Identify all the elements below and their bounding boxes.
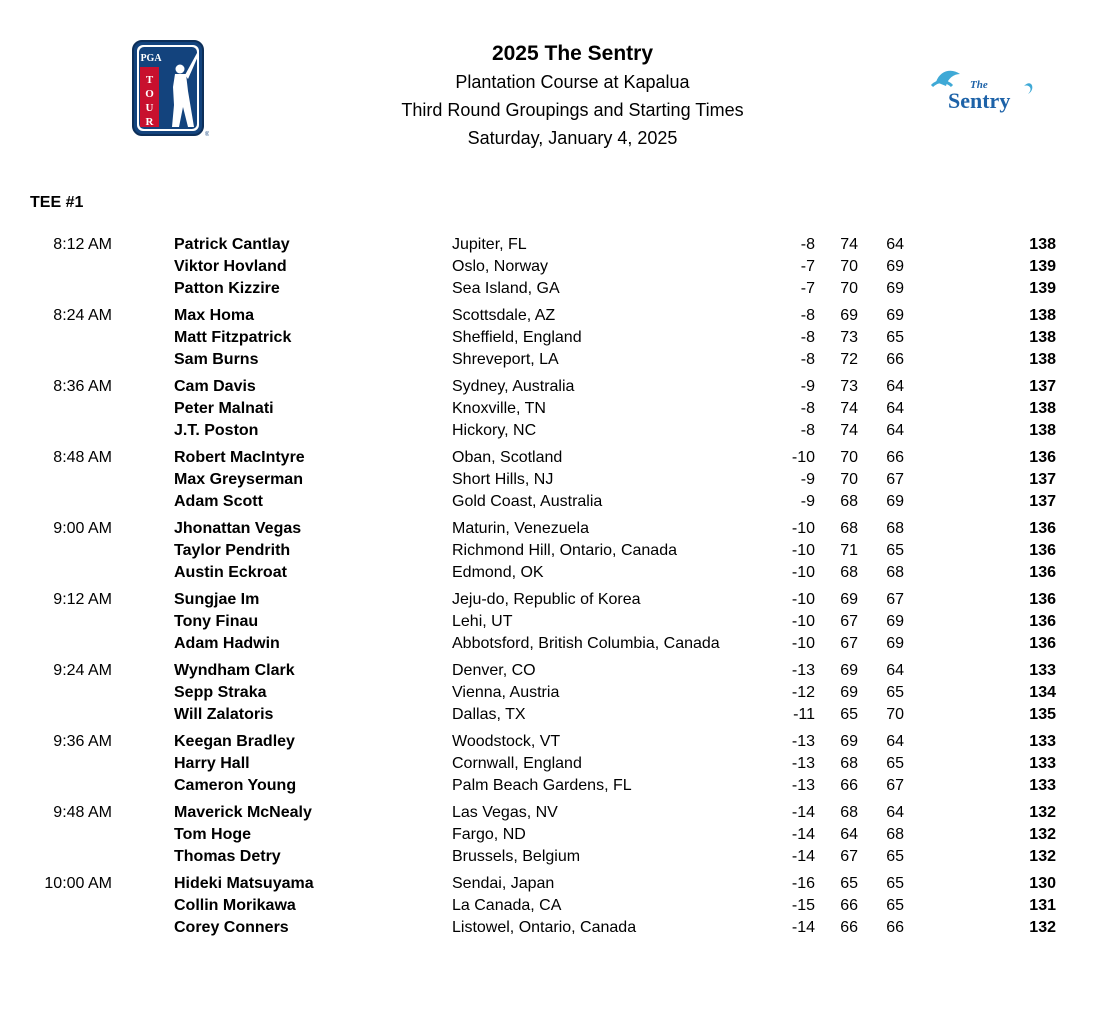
score-to-par: -13 xyxy=(791,662,815,679)
player-row xyxy=(0,398,1093,420)
player-name: Thomas Detry xyxy=(174,848,281,865)
player-name: Wyndham Clark xyxy=(174,662,295,679)
tee-time: 9:00 AM xyxy=(53,520,112,537)
player-location: Dallas, TX xyxy=(452,706,526,723)
round-2-score: 69 xyxy=(886,493,904,510)
round-1-score: 69 xyxy=(840,662,858,679)
total-score: 134 xyxy=(1029,684,1056,701)
round-1-score: 69 xyxy=(840,733,858,750)
score-to-par: -13 xyxy=(791,755,815,772)
pga-logo-text-top: PGA xyxy=(140,53,162,64)
score-to-par: -16 xyxy=(791,875,815,892)
player-location: Denver, CO xyxy=(452,662,536,679)
round-1-score: 67 xyxy=(840,613,858,630)
round-2-score: 64 xyxy=(886,662,904,679)
tee-time-group xyxy=(0,518,1093,584)
score-to-par: -13 xyxy=(791,777,815,794)
player-name: Collin Morikawa xyxy=(174,897,296,914)
round-2-score: 68 xyxy=(886,520,904,537)
score-to-par: -10 xyxy=(791,564,815,581)
player-row xyxy=(0,376,1093,398)
player-row xyxy=(0,469,1093,491)
total-score: 132 xyxy=(1029,826,1056,843)
player-location: Las Vegas, NV xyxy=(452,804,558,821)
tee-time: 8:48 AM xyxy=(53,449,112,466)
round-1-score: 72 xyxy=(840,351,858,368)
pga-logo-letter: U xyxy=(145,102,154,114)
tee-time: 9:48 AM xyxy=(53,804,112,821)
total-score: 139 xyxy=(1029,280,1056,297)
player-name: Adam Hadwin xyxy=(174,635,280,652)
player-row xyxy=(0,611,1093,633)
player-location: Gold Coast, Australia xyxy=(452,493,603,510)
total-score: 137 xyxy=(1029,493,1056,510)
player-name: Viktor Hovland xyxy=(174,258,287,275)
player-row xyxy=(0,327,1093,349)
score-to-par: -8 xyxy=(800,236,815,253)
total-score: 133 xyxy=(1029,662,1056,679)
tee-time: 8:24 AM xyxy=(53,307,112,324)
player-location: Oslo, Norway xyxy=(452,258,549,275)
round-1-score: 67 xyxy=(840,848,858,865)
round-1-score: 65 xyxy=(840,875,858,892)
round-1-score: 65 xyxy=(840,706,858,723)
score-to-par: -10 xyxy=(791,449,815,466)
round-1-score: 71 xyxy=(840,542,858,559)
player-row xyxy=(0,562,1093,584)
tee-time-group xyxy=(0,802,1093,868)
player-row xyxy=(0,420,1093,442)
score-to-par: -8 xyxy=(800,351,815,368)
score-to-par: -7 xyxy=(800,258,815,275)
tee-time-group xyxy=(0,660,1093,726)
score-to-par: -10 xyxy=(791,520,815,537)
player-name: Robert MacIntyre xyxy=(174,449,305,466)
tee-time-group xyxy=(0,589,1093,655)
round-1-score: 69 xyxy=(840,684,858,701)
score-to-par: -14 xyxy=(791,804,815,821)
player-name: Taylor Pendrith xyxy=(174,542,291,559)
player-location: Fargo, ND xyxy=(452,826,526,843)
total-score: 138 xyxy=(1029,307,1056,324)
total-score: 136 xyxy=(1029,613,1056,630)
round-1-score: 66 xyxy=(840,897,858,914)
tee-time: 9:12 AM xyxy=(53,591,112,608)
round-2-score: 69 xyxy=(886,258,904,275)
round-2-score: 64 xyxy=(886,422,904,439)
score-to-par: -11 xyxy=(793,706,815,723)
score-to-par: -9 xyxy=(800,471,815,488)
player-name: Tony Finau xyxy=(174,613,259,630)
player-row xyxy=(0,540,1093,562)
player-location: Sheffield, England xyxy=(452,329,582,346)
player-row xyxy=(0,846,1093,868)
round-1-score: 74 xyxy=(840,422,858,439)
total-score: 135 xyxy=(1029,706,1056,723)
player-row xyxy=(0,633,1093,655)
score-to-par: -13 xyxy=(791,733,815,750)
player-name: Sepp Straka xyxy=(174,684,267,701)
swirl-icon xyxy=(1024,83,1032,94)
round-1-score: 70 xyxy=(840,471,858,488)
player-name: Will Zalatoris xyxy=(174,706,274,723)
round-1-score: 68 xyxy=(840,755,858,772)
score-to-par: -7 xyxy=(800,280,815,297)
round-1-score: 66 xyxy=(840,919,858,936)
round-2-score: 64 xyxy=(886,378,904,395)
player-location: Hickory, NC xyxy=(452,422,537,439)
total-score: 138 xyxy=(1029,400,1056,417)
round-2-score: 65 xyxy=(886,848,904,865)
total-score: 138 xyxy=(1029,351,1056,368)
player-name: Harry Hall xyxy=(174,755,250,772)
round-2-score: 67 xyxy=(886,777,904,794)
player-location: Edmond, OK xyxy=(452,564,544,581)
player-location: Short Hills, NJ xyxy=(452,471,554,488)
round-2-score: 65 xyxy=(886,875,904,892)
player-name: Peter Malnati xyxy=(174,400,274,417)
player-row xyxy=(0,895,1093,917)
player-row xyxy=(0,682,1093,704)
score-to-par: -8 xyxy=(800,307,815,324)
player-row xyxy=(0,305,1093,327)
round-1-score: 67 xyxy=(840,635,858,652)
round-1-score: 74 xyxy=(840,400,858,417)
score-to-par: -9 xyxy=(800,378,815,395)
player-name: Austin Eckroat xyxy=(174,564,287,581)
player-name: Maverick McNealy xyxy=(174,804,312,821)
score-to-par: -14 xyxy=(791,848,815,865)
round-1-score: 68 xyxy=(840,520,858,537)
player-row xyxy=(0,589,1093,611)
total-score: 136 xyxy=(1029,635,1056,652)
round-2-score: 64 xyxy=(886,400,904,417)
total-score: 130 xyxy=(1029,875,1056,892)
player-row xyxy=(0,775,1093,797)
round-1-score: 69 xyxy=(840,307,858,324)
total-score: 137 xyxy=(1029,471,1056,488)
player-location: Abbotsford, British Columbia, Canada xyxy=(452,635,720,652)
tee-time: 9:36 AM xyxy=(53,733,112,750)
score-to-par: -10 xyxy=(791,591,815,608)
player-name: Patrick Cantlay xyxy=(174,236,290,253)
player-location: Scottsdale, AZ xyxy=(452,307,556,324)
player-location: Knoxville, TN xyxy=(452,400,546,417)
score-to-par: -14 xyxy=(791,919,815,936)
round-1-score: 70 xyxy=(840,449,858,466)
total-score: 137 xyxy=(1029,378,1056,395)
player-name: Sungjae Im xyxy=(174,591,260,608)
score-to-par: -15 xyxy=(791,897,815,914)
round-2-score: 67 xyxy=(886,591,904,608)
score-to-par: -10 xyxy=(791,613,815,630)
player-name: Matt Fitzpatrick xyxy=(174,329,292,346)
round-2-score: 68 xyxy=(886,564,904,581)
player-name: Jhonattan Vegas xyxy=(174,520,302,537)
player-name: Sam Burns xyxy=(174,351,259,368)
player-name: Patton Kizzire xyxy=(174,280,280,297)
round-2-score: 69 xyxy=(886,635,904,652)
player-location: Listowel, Ontario, Canada xyxy=(452,919,637,936)
player-name: Corey Conners xyxy=(174,919,289,936)
total-score: 133 xyxy=(1029,777,1056,794)
player-name: Cameron Young xyxy=(174,777,297,794)
round-1-score: 73 xyxy=(840,329,858,346)
score-to-par: -10 xyxy=(791,542,815,559)
player-location: Oban, Scotland xyxy=(452,449,563,466)
course-name: Plantation Course at Kapalua xyxy=(455,72,690,92)
tee-time-group xyxy=(0,305,1093,371)
player-location: Brussels, Belgium xyxy=(452,848,581,865)
score-to-par: -9 xyxy=(800,493,815,510)
groupings-table xyxy=(0,234,1093,944)
player-row xyxy=(0,256,1093,278)
player-name: Adam Scott xyxy=(174,493,263,510)
round-2-score: 69 xyxy=(886,613,904,630)
round-1-score: 73 xyxy=(840,378,858,395)
player-row xyxy=(0,447,1093,469)
player-name: Max Greyserman xyxy=(174,471,303,488)
player-location: Palm Beach Gardens, FL xyxy=(452,777,632,794)
tee-time: 10:00 AM xyxy=(44,875,112,892)
player-row xyxy=(0,518,1093,540)
total-score: 138 xyxy=(1029,329,1056,346)
round-2-score: 69 xyxy=(886,280,904,297)
round-1-score: 64 xyxy=(840,826,858,843)
total-score: 132 xyxy=(1029,919,1056,936)
round-2-score: 64 xyxy=(886,733,904,750)
the-sentry-logo xyxy=(930,64,1040,114)
round-1-score: 68 xyxy=(840,564,858,581)
round-2-score: 67 xyxy=(886,471,904,488)
player-location: Cornwall, England xyxy=(452,755,582,772)
total-score: 136 xyxy=(1029,520,1056,537)
round-2-score: 64 xyxy=(886,236,904,253)
total-score: 136 xyxy=(1029,542,1056,559)
pga-logo-letter: O xyxy=(145,88,154,100)
score-to-par: -10 xyxy=(791,635,815,652)
player-row xyxy=(0,917,1093,939)
tee-time-group xyxy=(0,376,1093,442)
round-2-score: 65 xyxy=(886,755,904,772)
player-location: Sea Island, GA xyxy=(452,280,560,297)
score-to-par: -8 xyxy=(800,422,815,439)
player-row xyxy=(0,278,1093,300)
player-location: Jeju-do, Republic of Korea xyxy=(452,591,641,608)
player-location: Lehi, UT xyxy=(452,613,513,630)
document-header xyxy=(0,0,1093,180)
svg-text:®: ® xyxy=(205,132,209,138)
tee-time: 9:24 AM xyxy=(53,662,112,679)
player-name: Hideki Matsuyama xyxy=(174,875,314,892)
page-subtitle: Third Round Groupings and Starting Times xyxy=(401,100,744,120)
player-name: Cam Davis xyxy=(174,378,256,395)
player-name: Max Homa xyxy=(174,307,255,324)
player-location: Maturin, Venezuela xyxy=(452,520,589,537)
round-2-score: 64 xyxy=(886,804,904,821)
round-2-score: 66 xyxy=(886,449,904,466)
total-score: 132 xyxy=(1029,804,1056,821)
sentry-logo-text: Sentry xyxy=(948,88,1011,113)
player-row xyxy=(0,349,1093,371)
player-row xyxy=(0,704,1093,726)
round-2-score: 69 xyxy=(886,307,904,324)
round-2-score: 65 xyxy=(886,329,904,346)
round-2-score: 65 xyxy=(886,897,904,914)
player-location: Sendai, Japan xyxy=(452,875,555,892)
score-to-par: -8 xyxy=(800,329,815,346)
score-to-par: -8 xyxy=(800,400,815,417)
round-2-score: 66 xyxy=(886,351,904,368)
player-name: J.T. Poston xyxy=(174,422,259,439)
round-2-score: 68 xyxy=(886,826,904,843)
total-score: 133 xyxy=(1029,733,1056,750)
player-location: Shreveport, LA xyxy=(452,351,559,368)
tee-time: 8:36 AM xyxy=(53,378,112,395)
total-score: 139 xyxy=(1029,258,1056,275)
player-location: La Canada, CA xyxy=(452,897,562,914)
player-row xyxy=(0,873,1093,895)
player-location: Richmond Hill, Ontario, Canada xyxy=(452,542,677,559)
total-score: 133 xyxy=(1029,755,1056,772)
sentry-logo-text-top: The xyxy=(970,79,988,91)
player-row xyxy=(0,660,1093,682)
total-score: 136 xyxy=(1029,564,1056,581)
round-1-score: 70 xyxy=(840,280,858,297)
page-date: Saturday, January 4, 2025 xyxy=(467,128,678,148)
total-score: 138 xyxy=(1029,422,1056,439)
round-1-score: 68 xyxy=(840,804,858,821)
total-score: 138 xyxy=(1029,236,1056,253)
round-2-score: 65 xyxy=(886,684,904,701)
round-2-score: 65 xyxy=(886,542,904,559)
pga-tour-logo xyxy=(131,39,209,139)
player-row xyxy=(0,753,1093,775)
round-1-score: 68 xyxy=(840,493,858,510)
player-name: Tom Hoge xyxy=(174,826,252,843)
player-row xyxy=(0,491,1093,513)
round-1-score: 66 xyxy=(840,777,858,794)
pga-logo-letter: T xyxy=(145,74,154,86)
tee-time-group xyxy=(0,873,1093,939)
score-to-par: -14 xyxy=(791,826,815,843)
tee-time-group xyxy=(0,234,1093,300)
round-1-score: 74 xyxy=(840,236,858,253)
total-score: 132 xyxy=(1029,848,1056,865)
tee-time: 8:12 AM xyxy=(53,236,112,253)
total-score: 136 xyxy=(1029,449,1056,466)
round-1-score: 69 xyxy=(840,591,858,608)
page-title: 2025 The Sentry xyxy=(491,42,654,65)
tee-time-group xyxy=(0,447,1093,513)
player-location: Jupiter, FL xyxy=(452,236,527,253)
player-row xyxy=(0,234,1093,256)
player-row xyxy=(0,802,1093,824)
round-2-score: 70 xyxy=(886,706,904,723)
round-1-score: 70 xyxy=(840,258,858,275)
player-location: Sydney, Australia xyxy=(452,378,575,395)
tee-label: TEE #1 xyxy=(30,194,84,211)
title-block xyxy=(310,40,835,152)
pga-logo-letter: R xyxy=(145,116,154,128)
score-to-par: -12 xyxy=(791,684,815,701)
round-2-score: 66 xyxy=(886,919,904,936)
total-score: 136 xyxy=(1029,591,1056,608)
tee-time-group xyxy=(0,731,1093,797)
player-row xyxy=(0,731,1093,753)
player-row xyxy=(0,824,1093,846)
player-location: Vienna, Austria xyxy=(452,684,560,701)
total-score: 131 xyxy=(1029,897,1056,914)
player-name: Keegan Bradley xyxy=(174,733,295,750)
player-location: Woodstock, VT xyxy=(452,733,561,750)
